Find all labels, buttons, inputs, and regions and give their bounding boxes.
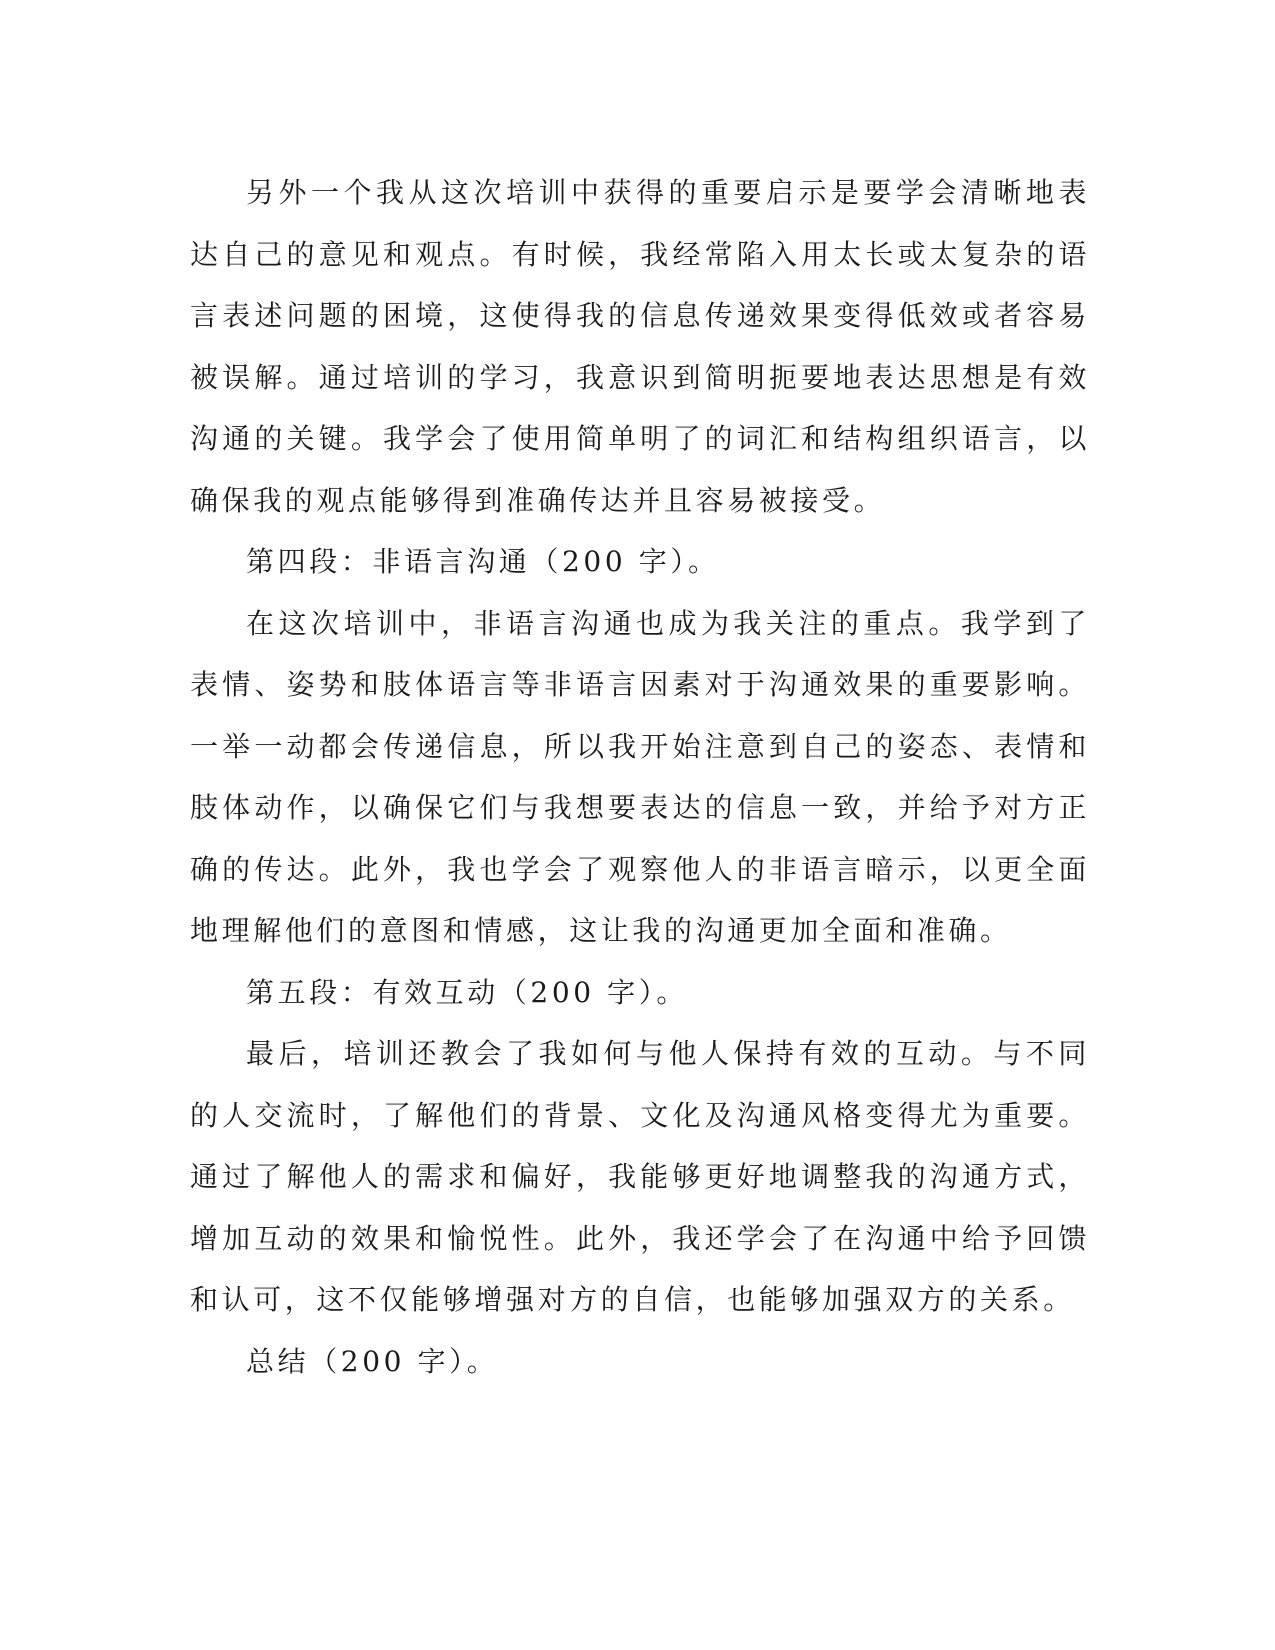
- paragraph-nonverbal-communication: 在这次培训中，非语言沟通也成为我关注的重点。我学到了表情、姿势和肢体语言等非语言因素对于沟通效果的重要影响。一举一动都会传递信息，所以我开始注意到自己的姿态、表情和肢体动作，以确保它们与我想要表达的信息一致，并给予对方正确的传达。此外，我也学会了观察他人的非语言暗示，以更全面地理解他们的意图和情感，这让我的沟通更加全面和准确。: [190, 606, 1090, 947]
- section-heading-summary: 总结（200 字）。: [246, 1344, 499, 1378]
- document-body: [190, 162, 1090, 1392]
- paragraph-effective-interaction: 最后，培训还教会了我如何与他人保持有效的互动。与不同的人交流时，了解他们的背景、文化及沟通风格变得尤为重要。通过了解他人的需求和偏好，我能够更好地调整我的沟通方式，增加互动的效果和愉悦性。此外，我还学会了在沟通中给予回馈和认可，这不仅能够增强对方的自信，也能够加强双方的关系。: [190, 1037, 1090, 1316]
- paragraph-clear-expression: 另外一个我从这次培训中获得的重要启示是要学会清晰地表达自己的意见和观点。有时候，我经常陷入用太长或太复杂的语言表述问题的困境，这使得我的信息传递效果变得低效或者容易被误解。通过培训的学习，我意识到简明扼要地表达思想是有效沟通的关键。我学会了使用简单明了的词汇和结构组织语言，以确保我的观点能够得到准确传达并且容易被接受。: [190, 176, 1090, 517]
- section-heading-nonverbal: 第四段：非语言沟通（200 字）。: [246, 545, 720, 578]
- section-heading-interaction: 第五段：有效互动（200 字）。: [246, 975, 688, 1009]
